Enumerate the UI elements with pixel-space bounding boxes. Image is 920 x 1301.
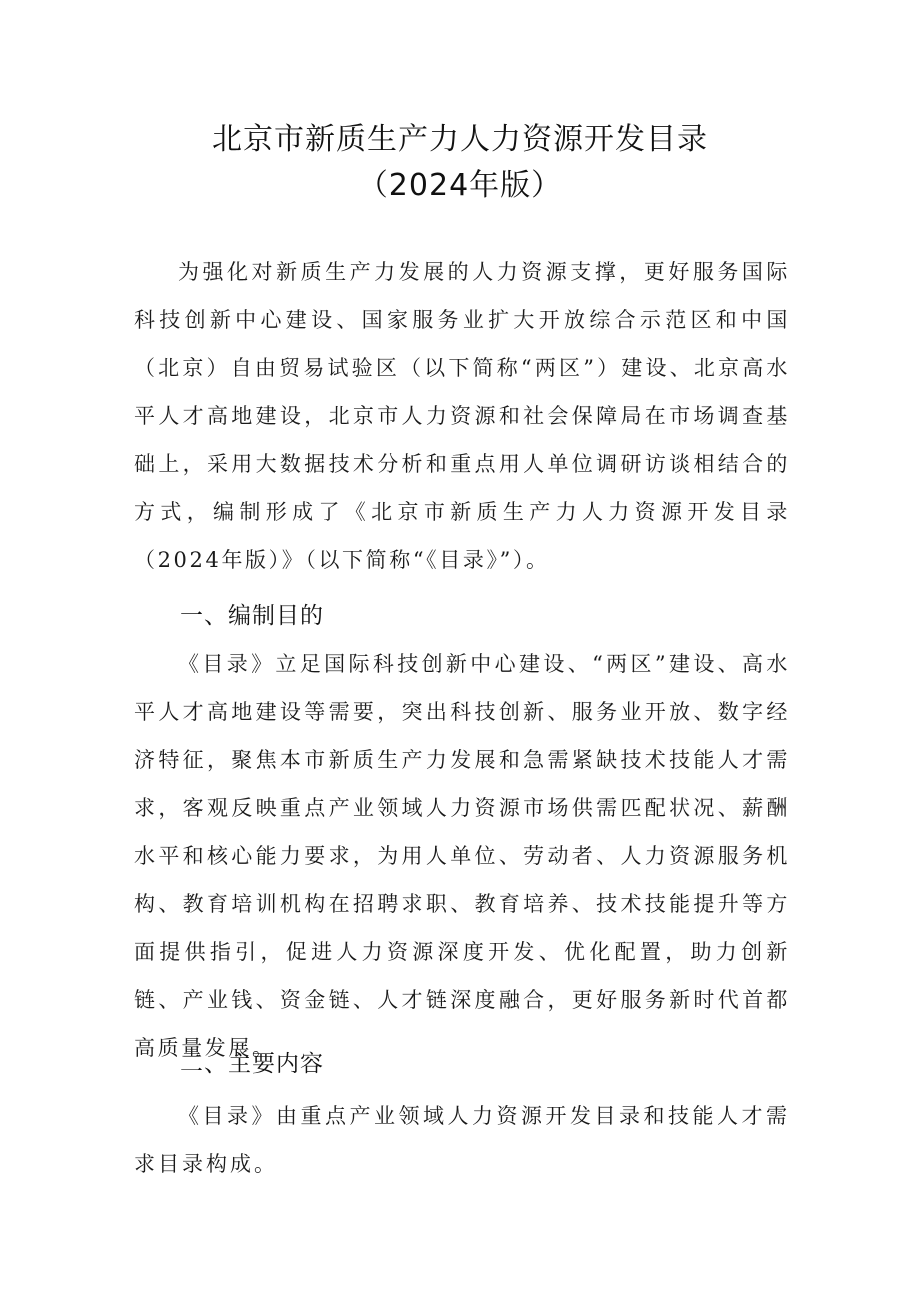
section-body-purpose: 《目录》立足国际科技创新中心建设、“两区”建设、高水平人才高地建设等需要，突出科技创新、服务业开放、数字经济特征，聚焦本市新质生产力发展和急需紧缺技术技能人才需求，客观反映重点产业领域人力资源市场供需匹配状况、薪酬水平和核心能力要求，为用人单位、劳动者、人力资源服务机构、教育培训机构在招聘求职、教育培养、技术技能提升等方面提供指引，促进人力资源深度开发、优化配置，助力创新链、产业钱、资金链、人才链深度融合，更好服务新时代首都高质量发展。 [134, 652, 790, 1060]
section-body-content: 《目录》由重点产业领域人力资源开发目录和技能人才需求目录构成。 [134, 1104, 790, 1176]
document-subtitle: （2024年版） [357, 168, 563, 203]
intro-paragraph: 为强化对新质生产力发展的人力资源支撑，更好服务国际科技创新中心建设、国家服务业扩大开放综合示范区和中国（北京）自由贸易试验区（以下简称“两区”）建设、北京高水平人才高地建设，北京市人力资源和社会保障局在市场调查基础上，采用大数据技术分析和重点用人单位调研访谈相结合的方式，编制形成了《北京市新质生产力人力资源开发目录（2024年版）》（以下简称“《目录》”）。 [134, 260, 790, 572]
section-heading-purpose: 一、编制目的 [180, 603, 324, 629]
section-heading-content: 二、主要内容 [180, 1051, 324, 1077]
document-title: 北京市新质生产力人力资源开发目录 [212, 122, 708, 157]
